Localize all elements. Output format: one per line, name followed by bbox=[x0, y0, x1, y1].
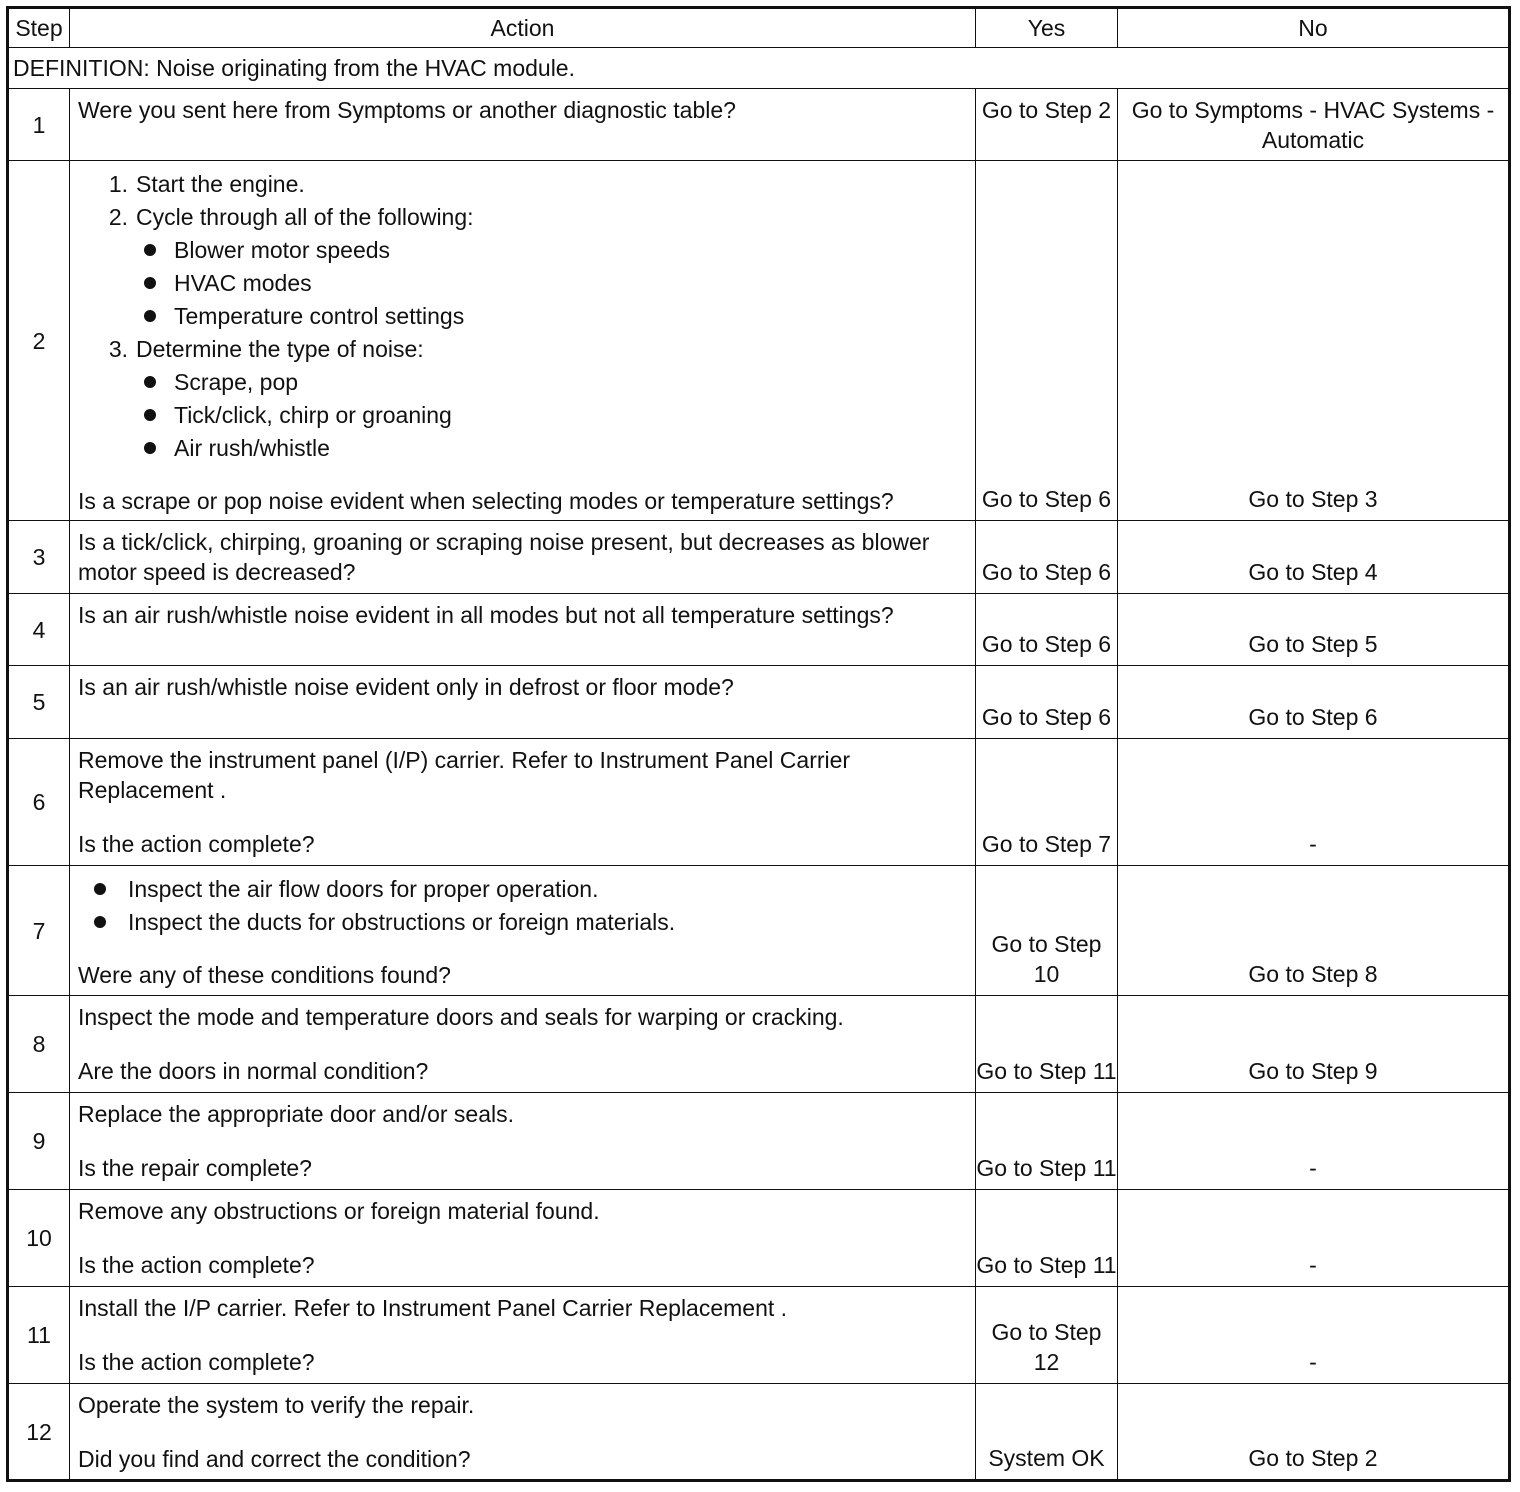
table-row bbox=[8, 161, 1510, 521]
step-number: 4 bbox=[8, 594, 70, 666]
spacer bbox=[78, 1032, 967, 1056]
action-text: Remove the instrument panel (I/P) carrier. Refer to Instrument Panel Carrier Replacement . bbox=[78, 747, 851, 803]
numbered-item bbox=[78, 200, 967, 233]
step-number: 5 bbox=[8, 666, 70, 739]
bullet-item bbox=[78, 872, 967, 905]
no-result: Go to Step 8 bbox=[1118, 866, 1510, 996]
bullet-icon bbox=[144, 277, 156, 289]
table-row bbox=[8, 739, 1510, 866]
item-number: 3. bbox=[108, 335, 128, 362]
yes-result: Go to Step 11 bbox=[976, 1190, 1118, 1287]
item-text: Determine the type of noise: bbox=[136, 335, 424, 362]
bullet-text: Inspect the air flow doors for proper operation. bbox=[128, 875, 599, 902]
bullet-list bbox=[78, 233, 967, 332]
definition-text: DEFINITION: Noise originating from the HVAC module. bbox=[8, 48, 1510, 89]
yes-result: Go to Step 2 bbox=[976, 89, 1118, 161]
no-result: - bbox=[1118, 1093, 1510, 1190]
bullet-text: Tick/click, chirp or groaning bbox=[174, 401, 452, 428]
no-result: Go to Step 9 bbox=[1118, 996, 1510, 1093]
table-row bbox=[8, 866, 1510, 996]
action-cell bbox=[70, 866, 976, 996]
action-text: Is an air rush/whistle noise evident only in defrost or floor mode? bbox=[70, 666, 976, 739]
definition-row bbox=[8, 48, 1510, 89]
no-result: Go to Step 3 bbox=[1118, 161, 1510, 521]
action-cell bbox=[70, 1384, 976, 1481]
table-row bbox=[8, 1384, 1510, 1481]
action-text: Remove any obstructions or foreign material found. bbox=[78, 1198, 600, 1224]
step-number: 11 bbox=[8, 1287, 70, 1384]
no-result: Go to Step 2 bbox=[1118, 1384, 1510, 1481]
no-result: - bbox=[1118, 739, 1510, 866]
spacer bbox=[78, 1323, 967, 1347]
bullet-icon bbox=[144, 376, 156, 388]
spacer bbox=[78, 1226, 967, 1250]
item-number: 2. bbox=[108, 203, 128, 230]
step-number: 6 bbox=[8, 739, 70, 866]
action-cell bbox=[70, 996, 976, 1093]
yes-result: Go to Step 11 bbox=[976, 996, 1118, 1093]
bullet-text: Blower motor speeds bbox=[174, 236, 391, 263]
bullet-item bbox=[78, 398, 967, 431]
bullet-item bbox=[78, 905, 967, 938]
diagnostic-document bbox=[6, 6, 1511, 1482]
table-row bbox=[8, 996, 1510, 1093]
action-text: Replace the appropriate door and/or seals. bbox=[78, 1101, 515, 1127]
diagnostic-table bbox=[6, 6, 1511, 1482]
action-cell bbox=[70, 1287, 976, 1384]
yes-result: Go to Step 6 bbox=[976, 161, 1118, 521]
action-text: Operate the system to verify the repair. bbox=[78, 1392, 475, 1418]
question-text: Is a scrape or pop noise evident when selecting modes or temperature settings? bbox=[78, 488, 894, 514]
table-row bbox=[8, 1287, 1510, 1384]
step-number: 8 bbox=[8, 996, 70, 1093]
yes-result: Go to Step 10 bbox=[976, 866, 1118, 996]
bullet-text: HVAC modes bbox=[174, 269, 312, 296]
step-number: 3 bbox=[8, 521, 70, 594]
yes-result: Go to Step 6 bbox=[976, 594, 1118, 666]
bullet-icon bbox=[94, 883, 106, 895]
no-result: Go to Step 4 bbox=[1118, 521, 1510, 594]
yes-result: Go to Step 12 bbox=[976, 1287, 1118, 1384]
spacer bbox=[78, 938, 967, 960]
spacer bbox=[78, 805, 967, 829]
action-text: Inspect the mode and temperature doors and seals for warping or cracking. bbox=[78, 1004, 844, 1030]
action-text: Were you sent here from Symptoms or another diagnostic table? bbox=[70, 89, 976, 161]
item-number: 1. bbox=[108, 170, 128, 197]
bullet-list bbox=[78, 872, 967, 938]
yes-result: System OK bbox=[976, 1384, 1118, 1481]
table-row bbox=[8, 666, 1510, 739]
numbered-item bbox=[78, 167, 967, 200]
item-text: Cycle through all of the following: bbox=[136, 203, 474, 230]
yes-result: Go to Step 6 bbox=[976, 666, 1118, 739]
item-text: Start the engine. bbox=[136, 170, 305, 197]
header-row bbox=[8, 8, 1510, 48]
bullet-item bbox=[78, 299, 967, 332]
action-text: Is an air rush/whistle noise evident in all modes but not all temperature settings? bbox=[70, 594, 976, 666]
table-row bbox=[8, 521, 1510, 594]
header-no: No bbox=[1118, 8, 1510, 48]
bullet-item bbox=[78, 233, 967, 266]
table-row bbox=[8, 594, 1510, 666]
bullet-icon bbox=[144, 409, 156, 421]
bullet-list bbox=[78, 365, 967, 464]
step-number: 2 bbox=[8, 161, 70, 521]
table-row bbox=[8, 1190, 1510, 1287]
question-text: Is the action complete? bbox=[78, 1349, 315, 1375]
yes-result: Go to Step 6 bbox=[976, 521, 1118, 594]
bullet-icon bbox=[144, 244, 156, 256]
question-text: Are the doors in normal condition? bbox=[78, 1058, 429, 1084]
header-action: Action bbox=[70, 8, 976, 48]
yes-result: Go to Step 11 bbox=[976, 1093, 1118, 1190]
bullet-text: Inspect the ducts for obstructions or foreign materials. bbox=[128, 908, 676, 935]
bullet-icon bbox=[94, 916, 106, 928]
step-number: 10 bbox=[8, 1190, 70, 1287]
question-text: Did you find and correct the condition? bbox=[78, 1446, 471, 1472]
bullet-text: Scrape, pop bbox=[174, 368, 299, 395]
bullet-icon bbox=[144, 310, 156, 322]
bullet-item bbox=[78, 266, 967, 299]
action-cell bbox=[70, 161, 976, 521]
spacer bbox=[78, 1420, 967, 1444]
spacer bbox=[78, 1129, 967, 1153]
table-row bbox=[8, 89, 1510, 161]
header-yes: Yes bbox=[976, 8, 1118, 48]
yes-result: Go to Step 7 bbox=[976, 739, 1118, 866]
no-result: Go to Symptoms - HVAC Systems - Automatic bbox=[1118, 89, 1510, 161]
spacer bbox=[78, 464, 967, 486]
bullet-text: Temperature control settings bbox=[174, 302, 465, 329]
bullet-text: Air rush/whistle bbox=[174, 434, 330, 461]
bullet-item bbox=[78, 431, 967, 464]
step-number: 9 bbox=[8, 1093, 70, 1190]
step-number: 7 bbox=[8, 866, 70, 996]
bullet-icon bbox=[144, 442, 156, 454]
question-text: Were any of these conditions found? bbox=[78, 962, 451, 988]
no-result: - bbox=[1118, 1190, 1510, 1287]
action-text: Is a tick/click, chirping, groaning or scraping noise present, but decreases as blower motor speed is decreased? bbox=[70, 521, 976, 594]
no-result: Go to Step 5 bbox=[1118, 594, 1510, 666]
bullet-item bbox=[78, 365, 967, 398]
action-cell bbox=[70, 1190, 976, 1287]
numbered-item bbox=[78, 332, 967, 365]
question-text: Is the action complete? bbox=[78, 1252, 315, 1278]
question-text: Is the action complete? bbox=[78, 831, 315, 857]
step-number: 12 bbox=[8, 1384, 70, 1481]
action-text: Install the I/P carrier. Refer to Instrument Panel Carrier Replacement . bbox=[78, 1295, 788, 1321]
no-result: - bbox=[1118, 1287, 1510, 1384]
header-step: Step bbox=[8, 8, 70, 48]
table-row bbox=[8, 1093, 1510, 1190]
step-number: 1 bbox=[8, 89, 70, 161]
action-cell bbox=[70, 739, 976, 866]
question-text: Is the repair complete? bbox=[78, 1155, 312, 1181]
action-cell bbox=[70, 1093, 976, 1190]
no-result: Go to Step 6 bbox=[1118, 666, 1510, 739]
